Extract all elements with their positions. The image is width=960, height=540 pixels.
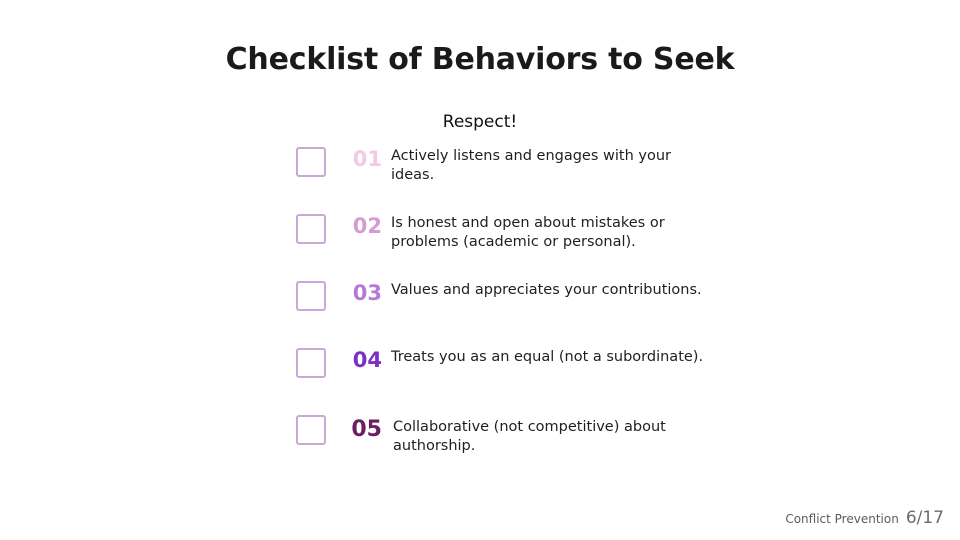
list-item (296, 344, 716, 390)
item-number: 01 (352, 147, 382, 171)
checkbox-02[interactable] (296, 214, 326, 244)
item-number: 03 (352, 281, 382, 305)
list-item (296, 210, 716, 256)
item-text: Collaborative (not competitive) about authorship. (393, 419, 666, 455)
item-text: Values and appreciates your contributions. (391, 282, 702, 298)
checkbox-05[interactable] (296, 415, 326, 445)
page-number: 6/17 (905, 508, 944, 528)
item-text: Actively listens and engages with your ideas. (391, 148, 671, 184)
item-number: 02 (352, 214, 382, 238)
checkbox-01[interactable] (296, 147, 326, 177)
list-item (296, 143, 716, 189)
checkbox-03[interactable] (296, 281, 326, 311)
item-text: Treats you as an equal (not a subordinate). (391, 349, 704, 365)
slide-footer (785, 508, 944, 528)
list-item (296, 277, 716, 323)
list-item (296, 411, 716, 457)
section-subtitle: Respect! (442, 112, 518, 132)
page-title: Checklist of Behaviors to Seek (225, 42, 735, 77)
item-number: 04 (352, 348, 382, 372)
item-text: Is honest and open about mistakes or problems (academic or personal). (391, 215, 665, 251)
checkbox-04[interactable] (296, 348, 326, 378)
item-number: 05 (351, 417, 382, 442)
checklist (296, 143, 716, 478)
footer-label: Conflict Prevention (785, 512, 899, 526)
